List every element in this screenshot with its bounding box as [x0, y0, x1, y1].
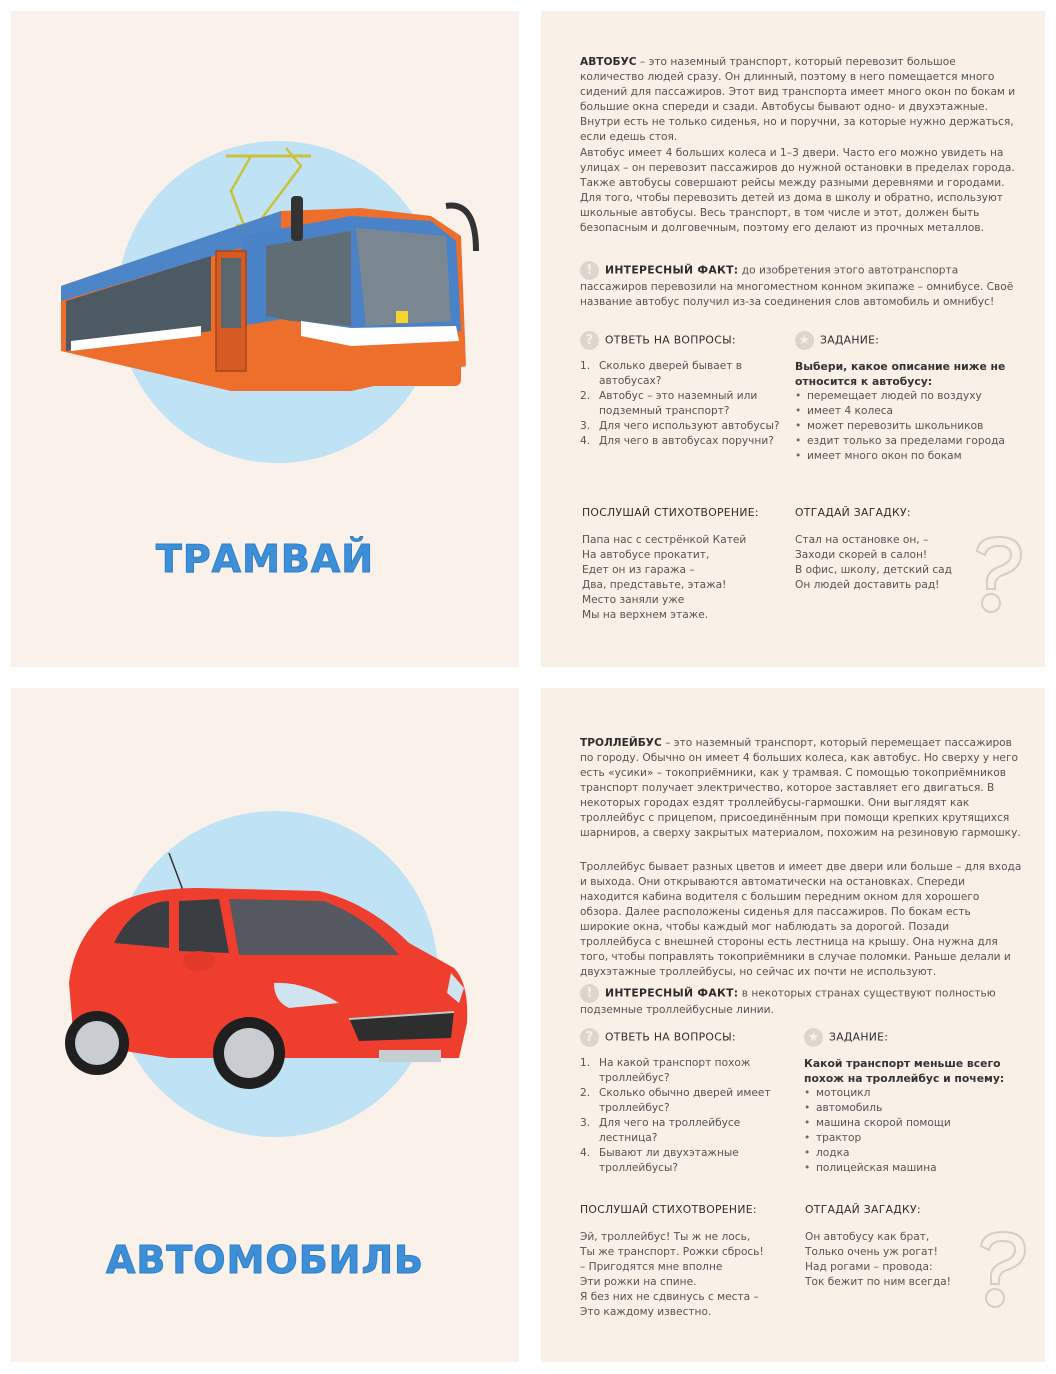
- poem-label: ПОСЛУШАЙ СТИХОТВОРЕНИЕ:: [580, 1203, 757, 1216]
- task-block: [804, 1028, 1024, 1176]
- riddle-block: [805, 1202, 975, 1290]
- riddle-line: Ток бежит по ним всегда!: [805, 1276, 951, 1288]
- poem-label: ПОСЛУШАЙ СТИХОТВОРЕНИЕ:: [582, 506, 759, 519]
- poem-line: На автобусе прокатит,: [582, 549, 710, 561]
- questions-label: ОТВЕТЬ НА ВОПРОСЫ:: [605, 333, 736, 347]
- star-icon: ★: [795, 331, 814, 350]
- task-option: • имеет много окон по бокам: [795, 449, 1025, 464]
- riddle-line: Он людей доставить рад!: [795, 579, 940, 591]
- poem-line: Это каждому известно.: [580, 1306, 712, 1318]
- task-options: [804, 1086, 1024, 1176]
- task-label: ЗАДАНИЕ:: [829, 1030, 889, 1044]
- poem-line: Ты же транспорт. Рожки сбрось!: [580, 1246, 764, 1258]
- riddle-line: Заходи скорей в салон!: [795, 549, 928, 561]
- riddle-line: Стал на остановке он, –: [795, 534, 929, 546]
- fact-label: ИНТЕРЕСНЫЙ ФАКТ:: [605, 986, 739, 1000]
- question-item: 3. Для чего на троллейбусе лестница?: [580, 1117, 741, 1144]
- card-bus-info: [541, 11, 1045, 667]
- exclamation-icon: !: [580, 984, 599, 1003]
- question-item: 2. Автобус – это наземный или подземный транспорт?: [580, 390, 758, 417]
- task-option: • полицейская машина: [804, 1161, 1024, 1176]
- card-tram: [11, 11, 519, 667]
- riddle-line: В офис, школу, детский сад: [795, 564, 952, 576]
- car-image: [59, 843, 479, 1093]
- question-mark-icon: [975, 1228, 1029, 1310]
- detail-paragraph: Автобус имеет 4 больших колеса и 1–3 двери. Часто его можно увидеть на улицах – он перевозит пассажиров до нужной остановки в пределах города. Также автобусы совершают рейсы между разными деревнями и городами. Для того, чтобы перевозить детей из дома в школу и обратно, используют школьные автобусы. Весь транспорт, в том числе и этот, должен быть безопасным и долговечным, поэтому его делают из прочных металлов.: [580, 147, 1015, 234]
- questions-block: [580, 1028, 780, 1176]
- task-option: • имеет 4 колеса: [795, 404, 1025, 419]
- task-label: ЗАДАНИЕ:: [820, 333, 880, 347]
- question-item: 4. Бывают ли двухэтажные троллейбусы?: [580, 1147, 739, 1174]
- task-option: • ездит только за пределами города: [795, 434, 1025, 449]
- question-item: 1. На какой транспорт похож троллейбус?: [580, 1057, 751, 1084]
- riddle-label: ОТГАДАЙ ЗАГАДКУ:: [795, 506, 911, 519]
- subject-name: ТРОЛЛЕЙБУС: [580, 737, 662, 749]
- task-option: • трактор: [804, 1131, 1024, 1146]
- task-option: • может перевозить школьников: [795, 419, 1025, 434]
- poem-line: Я без них не сдвинусь с места –: [580, 1291, 759, 1303]
- poem-line: Мы на верхнем этаже.: [582, 609, 709, 621]
- task-options: [795, 389, 1025, 464]
- card-title: АВТОМОБИЛЬ: [105, 1238, 424, 1282]
- fact-label: ИНТЕРЕСНЫЙ ФАКТ:: [605, 263, 739, 277]
- questions-block: [580, 331, 780, 449]
- riddle-line: Над рогами – провода:: [805, 1261, 933, 1273]
- task-option: • автомобиль: [804, 1101, 1024, 1116]
- task-option: • мотоцикл: [804, 1086, 1024, 1101]
- question-item: 2. Сколько обычно дверей имеет троллейбус?: [580, 1087, 771, 1114]
- question-mark-icon: [971, 533, 1025, 615]
- fact-block: ! ИНТЕРЕСНЫЙ ФАКТ: в некоторых странах существуют полностью подземные троллейбусные линии.: [580, 986, 996, 1016]
- poem-line: Папа нас с сестрёнкой Катей: [582, 534, 747, 546]
- task-instruction: Какой транспорт меньше всего похож на троллейбус и почему:: [804, 1057, 1005, 1085]
- question-item: 1. Сколько дверей бывает в автобусах?: [580, 360, 743, 387]
- intro-paragraph: АВТОБУС – это наземный транспорт, который перевозит большое количество людей сразу. Он длинный, поэтому в него помещается много сидений для пассажиров. Этот вид транспорта имеет много окон по бокам и большие окна спереди и сзади. Автобусы бывают одно- и двухэтажные. Внутри есть не только сиденья, но и поручни, за которые нужно держаться, если едешь стоя.: [580, 56, 1016, 143]
- poem-block: [580, 1202, 790, 1320]
- poem-line: Эй, троллейбус! Ты ж не лось,: [580, 1231, 751, 1243]
- question-icon: ?: [580, 331, 599, 350]
- poem-line: Эти рожки на спине.: [580, 1276, 697, 1288]
- riddle-line: Он автобусу как брат,: [805, 1231, 930, 1243]
- detail-paragraph: Троллейбус бывает разных цветов и имеет две двери или больше – для входа и выхода. Они открываются автоматически на остановках. Спереди находится кабина водителя с большим передним окном для хорошего обзора. Далее расположены сиденья для пассажиров. По бокам есть широкие окна, чтобы каждый мог наблюдать за дорогой. Позади троллейбуса с внешней стороны есть лестница на крышу. Она нужна для того, чтобы поправлять токоприёмники в случае поломки. Раньше делали и двухэтажные троллейбусы, но сейчас их почти не используют.: [580, 861, 1022, 978]
- task-option: • перемещает людей по воздуху: [795, 389, 1025, 404]
- poem-line: Едет он из гаража –: [582, 564, 695, 576]
- poem-line: – Пригодятся мне вполне: [580, 1261, 723, 1273]
- riddle-label: ОТГАДАЙ ЗАГАДКУ:: [805, 1203, 921, 1216]
- card-title: ТРАМВАЙ: [155, 537, 375, 581]
- fact-block: ! ИНТЕРЕСНЫЙ ФАКТ: до изобретения этого автотранспорта пассажиров перевозили на многоместном конном экипаже – омнибусе. Своё название автобус получил из-за соединения слов автомобиль и омнибус!: [580, 263, 1014, 308]
- question-item: 4. Для чего в автобусах поручни?: [580, 435, 774, 447]
- questions-label: ОТВЕТЬ НА ВОПРОСЫ:: [605, 1030, 736, 1044]
- tram-image: [51, 136, 491, 406]
- question-item: 3. Для чего используют автобусы?: [580, 420, 780, 432]
- exclamation-icon: !: [580, 261, 599, 280]
- task-block: [795, 331, 1025, 464]
- question-icon: ?: [580, 1028, 599, 1047]
- card-car: [11, 688, 519, 1362]
- subject-name: АВТОБУС: [580, 56, 637, 68]
- riddle-line: Только очень уж рогат!: [805, 1246, 938, 1258]
- riddle-block: [795, 505, 975, 593]
- poem-line: Место заняли уже: [582, 594, 685, 606]
- card-trolleybus-info: [541, 688, 1045, 1362]
- star-icon: ★: [804, 1028, 823, 1047]
- intro-paragraph: ТРОЛЛЕЙБУС – это наземный транспорт, который перемещает пассажиров по городу. Обычно он имеет 4 больших колеса, как автобус. Но сверху у него есть «усики» – токоприёмники, как у трамвая. С помощью токоприёмников транспорт получает электричество, которое заставляет его двигаться. В некоторых городах ездят троллейбусы-гармошки. Они выглядят как троллейбус с прицепом, присоединённым при помощи крепких крутящихся шарниров, а сверху закрытых материалом, похожим на резиновую гармошку.: [580, 737, 1021, 839]
- task-instruction: Выбери, какое описание ниже не относится к автобусу:: [795, 360, 1006, 388]
- poem-block: [582, 505, 782, 623]
- questions-list: [580, 1056, 780, 1176]
- questions-list: [580, 359, 780, 449]
- task-option: • лодка: [804, 1146, 1024, 1161]
- task-option: • машина скорой помощи: [804, 1116, 1024, 1131]
- poem-line: Два, представьте, этажа!: [582, 579, 727, 591]
